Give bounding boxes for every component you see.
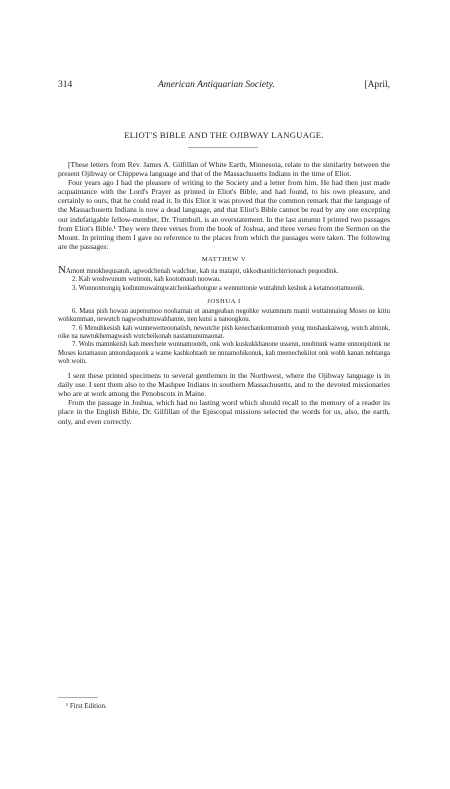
matthew-verse-3: 3. Wunnonnongiq kodnumuwaingwatchonkaehongue a wennuttonie wuttahtuh keshuk a ketamoottamoonk. [72, 284, 365, 292]
article-body [58, 160, 390, 426]
body-paragraph: Four years ago I had the pleasure of writing to the Society and a letter from him. He had then just made acquaintance with the Lord's Prayer as printed in Eliot's Bible, and had found, to his own pleasure, and certainly to ours, that he could read it. In this Eliot it was proved that the common remark that the language of the Massachusetts Indians is now a dead language, and that Eliot's Bible cannot be read by any one excepting our indefatigable fellow-member, Dr. Trumbull, is an overstatement. In the last autumn I printed two passages from Eliot's Bible.¹ They were three verses from the book of Joshua, and three verses from the Sermon on the Mount. In printing them I gave no reference to the places from which the passages were taken. The following are the passages: [58, 178, 390, 251]
page-header [58, 80, 390, 94]
matthew-verse-1 [58, 266, 390, 276]
joshua-verse-8: 7. Wohs mamnkeish kah meechete wunnamooteh, onk woh kuskukkhanone ussenn, nnohtunk wame unnonpitonk ne Moses kutamasun annondaquonk a wame kashkohtaeh ne nnnamohikonuk, kah meenechekitot onk wobh kanan nehtanga woh woin. [58, 341, 390, 365]
title-rule [188, 147, 258, 148]
closing-paragraph-1: I sent these printed specimens to several gentlemen in the Northwest, where the Ojibway language is in daily use. I sent them also to the Mashpee Indians in southern Massachusetts, and to the devoted missionaries who are at work among the Penobscots in Maine. [58, 371, 390, 399]
matthew-verse-1-text: Amont mnokhequsatoh, agwodchenah wadchue, kah na matapit, ukkodnanitichirrionach pequodink. [65, 268, 339, 276]
matthew-heading: MATTHEW V [201, 255, 247, 263]
intro-paragraph: [These letters from Rev. James A. Gilfillan of White Earth, Minnesota, relate to the similarity between the present Ojibway or Chippewa language and that of the Massachusetts Indians in the time of Eliot. [58, 160, 390, 179]
footnote: ¹ First Edition. [66, 702, 107, 710]
article-title: ELIOT'S BIBLE AND THE OJIBWAY LANGUAGE. [124, 130, 324, 140]
page-number: 314 [58, 80, 73, 90]
header-month: [April, [364, 80, 390, 90]
running-title: American Antiquarian Society. [158, 80, 275, 90]
drop-cap: N [58, 264, 66, 277]
joshua-heading: JOSHUA I [207, 297, 241, 305]
joshua-verse-7: 7. 6 Menuhkesish kah wunnewetteoonatish, newutche pish kenechankomunuoh yeug mushaukaiwog, wutch ahtonk, oike na nawtukhemagwash wutcheikonah nastamunumaonat. [58, 324, 390, 340]
joshua-verse-6: 6. Maus pish howan aupenumoo noohaman ut anangeaban negohke wutamnum manit wuttainnaiug Moses ne kittu wohkumman, newutch nagwoshuttuwahhanne, nen kutsi a nanoogkou. [58, 308, 390, 324]
closing-paragraph-2: From the passage in Joshua, which had no lasting word which should recall to the memory of a reader its place in the English Bible, Dr. Gilfillan of the Episcopal missions selected the words for us, also, the earth, only, and even correctly. [58, 398, 390, 426]
matthew-verse-2: 2. Kah woshwunum wuttoon, kah kootomauh noowau. [72, 276, 221, 284]
footnote-rule [58, 697, 98, 698]
